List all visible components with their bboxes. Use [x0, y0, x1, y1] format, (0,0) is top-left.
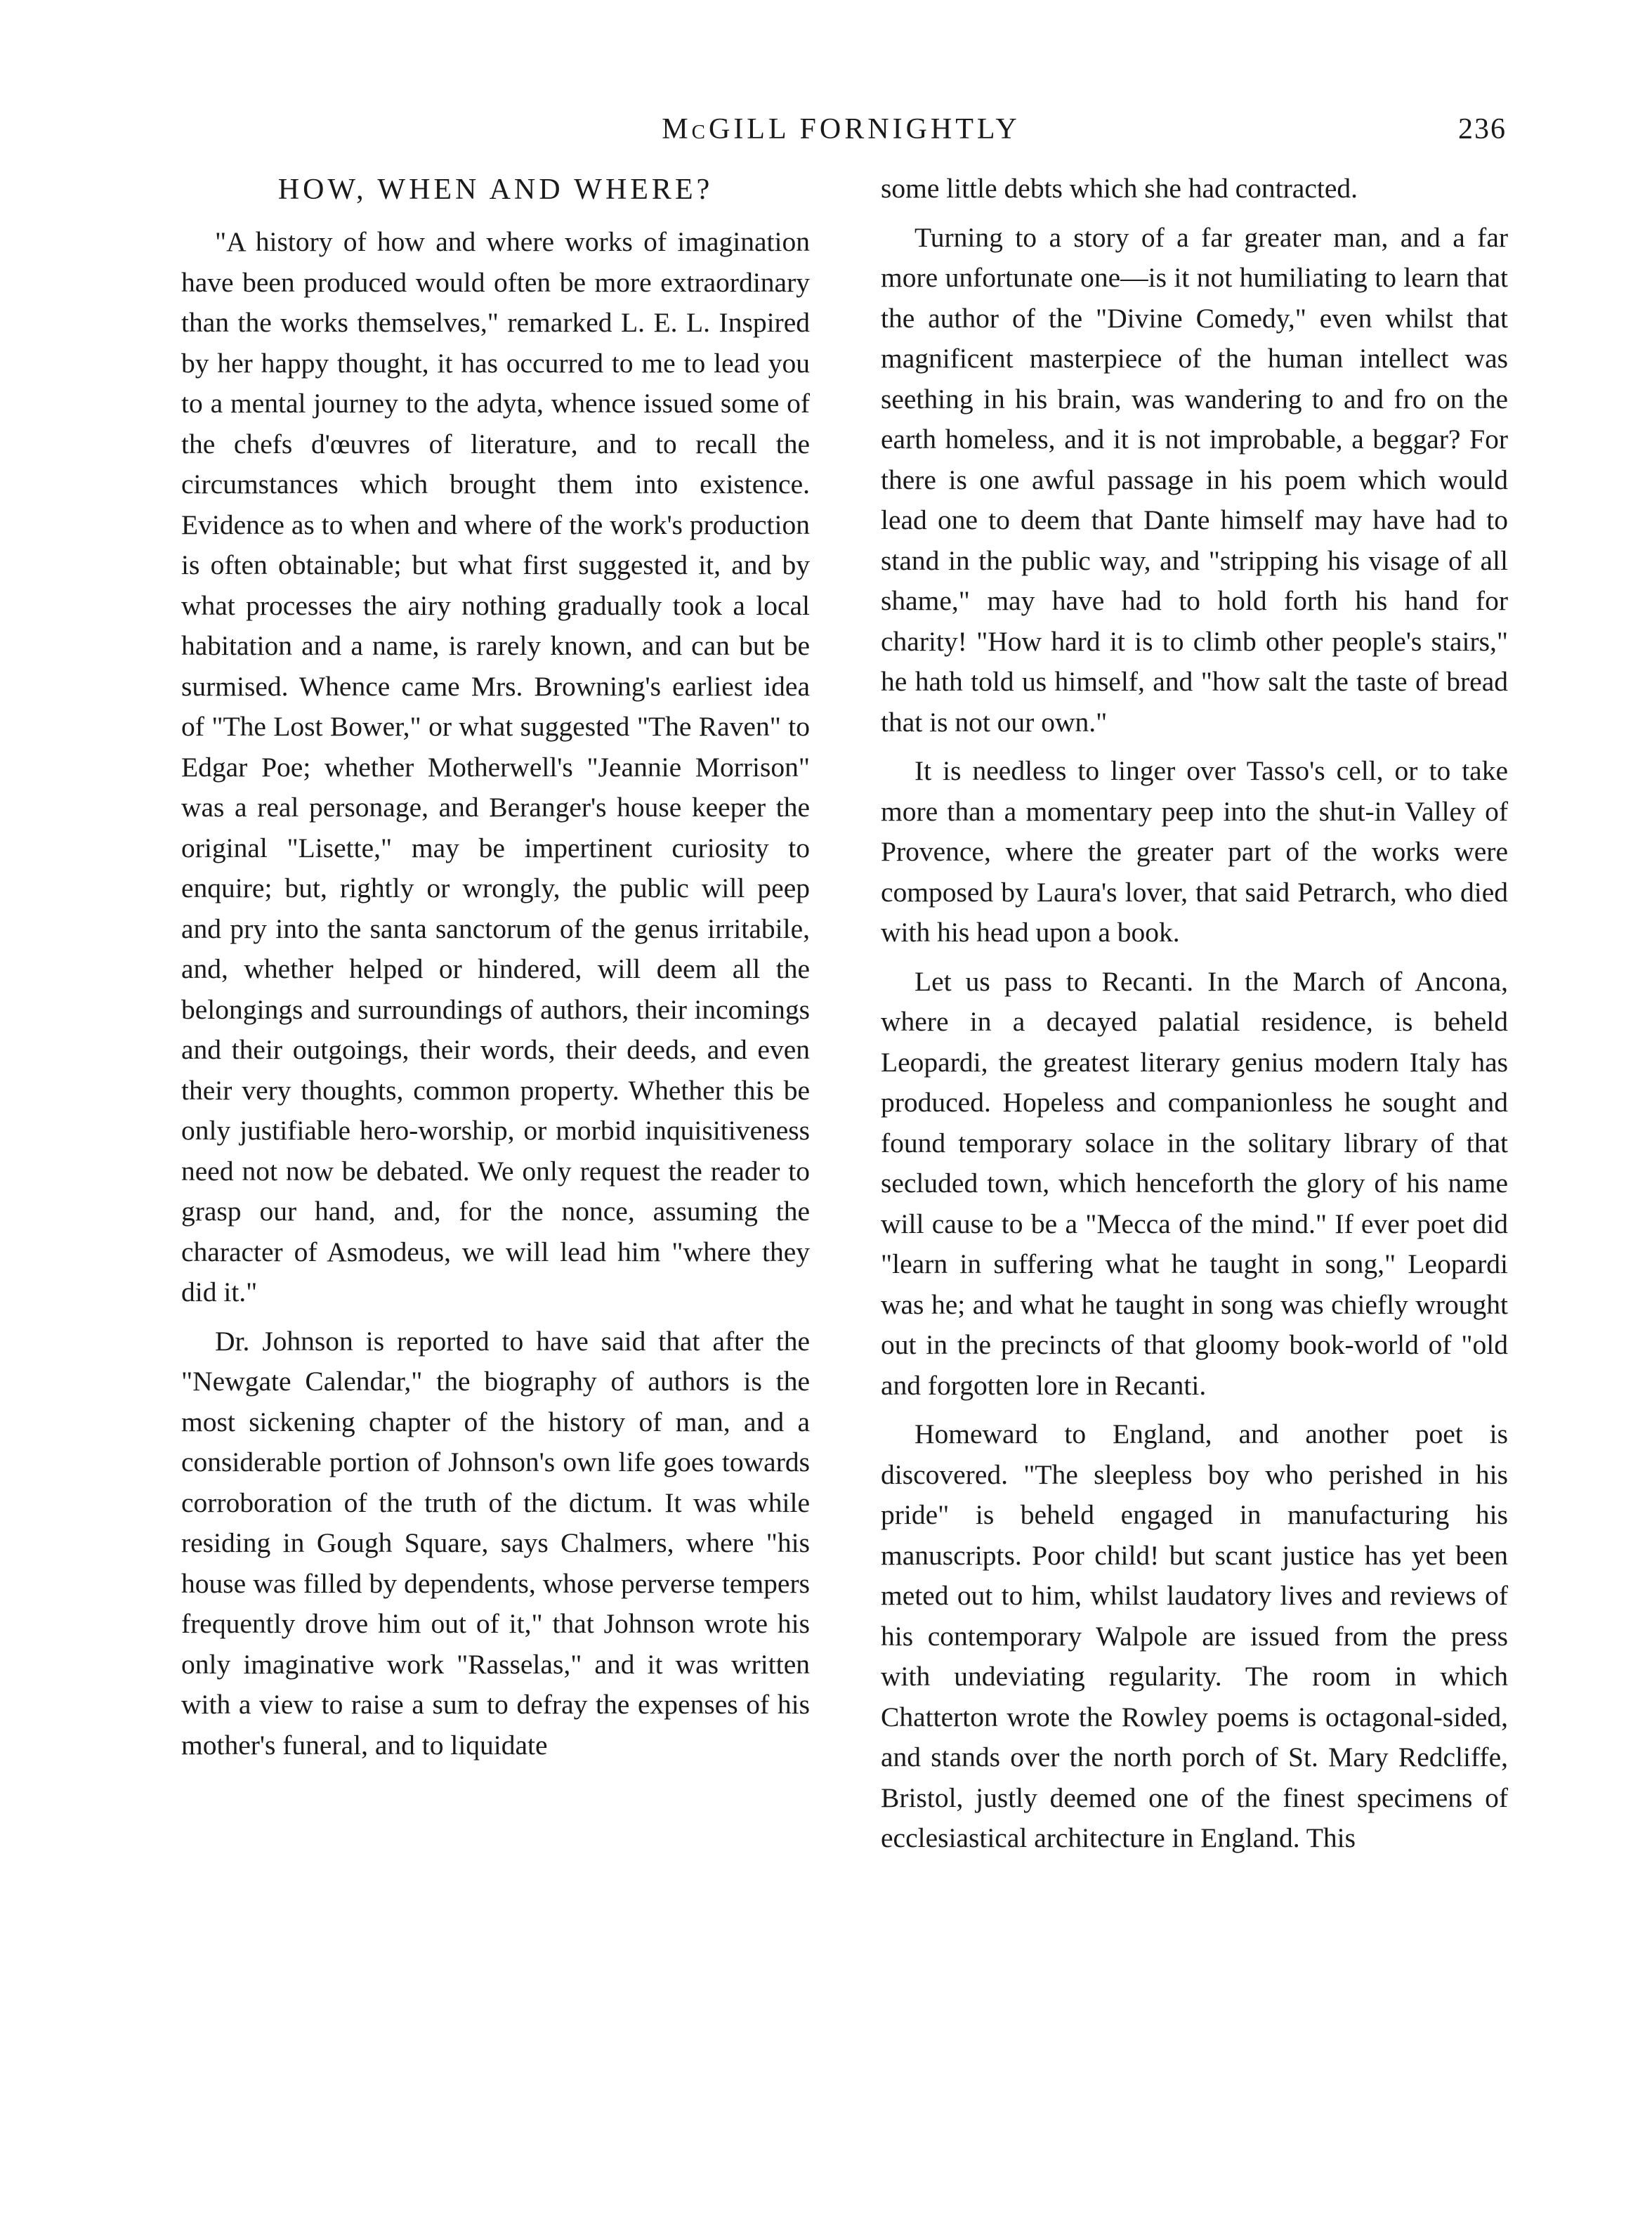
running-title: McGILL FORNIGHTLY — [662, 113, 1021, 145]
right-column — [881, 169, 1508, 1867]
paragraph: Let us pass to Recanti. In the March of Ancona, where in a decayed palatial residence, is beheld Leopardi, the greatest literary genius modern Italy has produced. Hopeless and companionless he sought and found temporary solace in the solitary library of that secluded town, which henceforth the glory of his name will cause to be a "Mecca of the mind." If ever poet did "learn in suffering what he taught in song," Leopardi was he; and what he taught in song was chiefly wrought out in the precincts of that gloomy book-world of "old and forgotten lore in Recanti. — [881, 965, 1508, 1401]
page-header — [176, 112, 1507, 155]
article-title: HOW, WHEN AND WHERE? — [277, 174, 714, 206]
page-number: 236 — [1458, 113, 1507, 145]
left-column — [181, 169, 810, 1774]
paragraph: "A history of how and where works of imagination have been produced would often be more extraordinary than the works themselves," remarked L. E. L. Inspired by her happy thought, it has occurred to me to lead you to a mental journey to the adyta, whence issued some of the chefs d'œuvres of literature, and to recall the circumstances which brought them into existence. Evidence as to when and where of the work's production is often obtainable; but what first suggested it, and by what processes the airy nothing gradually took a local habitation and a name, is rarely known, and can but be surmised. Whence came Mrs. Browning's earliest idea of "The Lost Bower," or what suggested "The Raven" to Edgar Poe; whether Motherwell's "Jeannie Morrison" was a real personage, and Beranger's house keeper the original "Lisette," may be impertinent curiosity to enquire; but, rightly or wrongly, the public will peep and pry into the santa sanctorum of the genus irritabile, and, whether helped or hindered, will deem all the belongings and surroundings of authors, their incomings and their outgoings, their words, their deeds, and even their very thoughts, common property. Whether this be only justifiable hero-worship, or morbid inquisitiveness need not now be debated. We only request the reader to grasp our hand, and, for the nonce, assuming the character of Asmodeus, we will lead him "where they did it." — [181, 226, 810, 1307]
paragraph: Turning to a story of a far greater man, and a far more unfortunate one—is it not humiliating to learn that the author of the "Divine Comedy," even whilst that magnificent masterpiece of the human intellect was seething in his brain, was wandering to and fro on the earth homeless, and it is not improbable, a beggar? For there is one awful passage in his poem which would lead one to deem that Dante himself may have had to stand in the public way, and "stripping his visage of all shame," may have had to hold forth his hand for charity! "How hard it is to climb other people's stairs," he hath told us himself, and "how salt the taste of bread that is not our own." — [881, 221, 1508, 738]
paragraph: Homeward to England, and another poet is discovered. "The sleepless boy who perished in his pride" is beheld engaged in manufacturing his manuscripts. Poor child! but scant justice has yet been meted out to him, whilst laudatory lives and reviews of his contemporary Walpole are issued from the press with undeviating regularity. The room in which Chatterton wrote the Rowley poems is octagonal-sided, and stands over the north porch of St. Mary Redcliffe, Bristol, justly deemed one of the finest specimens of ecclesiastical architecture in England. This — [881, 1418, 1508, 1853]
paragraph: Dr. Johnson is reported to have said that after the "Newgate Calendar," the biography of authors is the most sickening chapter of the history of man, and a considerable portion of Johnson's own life goes towards corroboration of the truth of the dictum. It was while residing in Gough Square, says Chalmers, where "his house was filled by dependents, whose perverse tempers frequently drove him out of it," that Johnson wrote his only imaginative work "Rasselas," and it was written with a view to raise a sum to defray the expenses of his mother's funeral, and to liquidate — [181, 1325, 810, 1761]
paragraph: It is needless to linger over Tasso's cell, or to take more than a momentary peep into the shut-in Valley of Provence, where the greater part of the works were composed by Laura's lover, that said Petrarch, who died with his head upon a book. — [881, 755, 1508, 948]
paragraph-continuation: some little debts which she had contracted. — [881, 173, 1358, 204]
